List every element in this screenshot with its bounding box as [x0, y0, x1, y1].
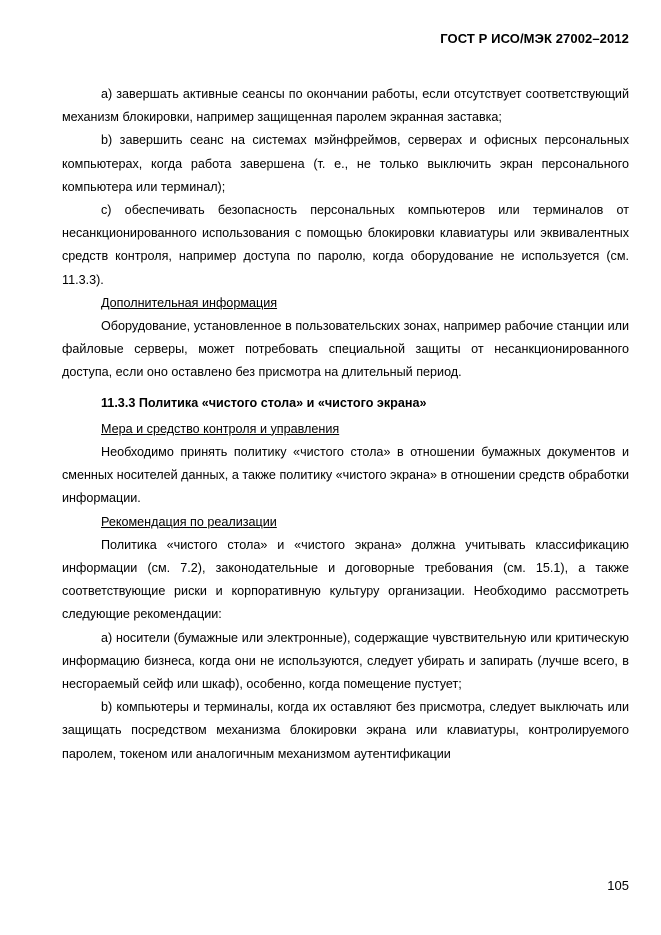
subheading-implementation: Рекомендация по реализации	[101, 514, 277, 529]
subheading-control: Мера и средство контроля и управления	[101, 421, 340, 436]
document-header: ГОСТ Р ИСО/МЭК 27002–2012	[440, 31, 629, 46]
subheading-additional-info: Дополнительная информация	[101, 295, 278, 310]
body-text	[62, 83, 629, 766]
list-item-b: b) завершить сеанс на системах мэйнфреймов, серверах и офисных персональных компьютерах, когда работа завершена (т. е., не только выключить экран персонального компьютера или терминал);	[62, 133, 629, 194]
list-item-b: b) компьютеры и терминалы, когда их оставляют без присмотра, следует выключать или защищать посредством механизма блокировки экрана или клавиатуры, контролируемого паролем, токеном или аналогичным механизмом аутентификации	[62, 700, 629, 761]
list-item-a: a) завершать активные сеансы по окончании работы, если отсутствует соответствующий механизм блокировки, например защищенная паролем экранная заставка;	[62, 87, 629, 125]
list-item-c: c) обеспечивать безопасность персональных компьютеров или терминалов от несанкционированного использования с помощью блокировки клавиатуры или эквивалентных средств контроля, например доступа по паролю, когда оборудование не используется (см. 11.3.3).	[62, 203, 629, 287]
paragraph: Политика «чистого стола» и «чистого экрана» должна учитывать классификацию информации (см. 7.2), законодательные и договорные требования (см. 15.1), а также соответствующие риски и корпоративную культуру организации. Необходимо рассмотреть следующие рекомендации:	[62, 537, 629, 622]
list-item-a: a) носители (бумажные или электронные), содержащие чувствительную или критическую информацию бизнеса, когда они не используются, следует убирать и запирать (лучше всего, в несгораемый сейф или шкаф), особенно, когда помещение пустует;	[62, 630, 629, 692]
paragraph: Оборудование, установленное в пользовательских зонах, например рабочие станции или файловые серверы, может потребовать специальной защиты от несанкционированного доступа, если оно оставлено без присмотра на длительный период.	[62, 319, 629, 380]
page-number: 105	[607, 878, 629, 893]
paragraph: Необходимо принять политику «чистого стола» в отношении бумажных документов и сменных носителей данных, а также политику «чистого экрана» в отношении средств обработки информации.	[62, 445, 629, 506]
section-heading: 11.3.3 Политика «чистого стола» и «чистого экрана»	[101, 395, 427, 410]
